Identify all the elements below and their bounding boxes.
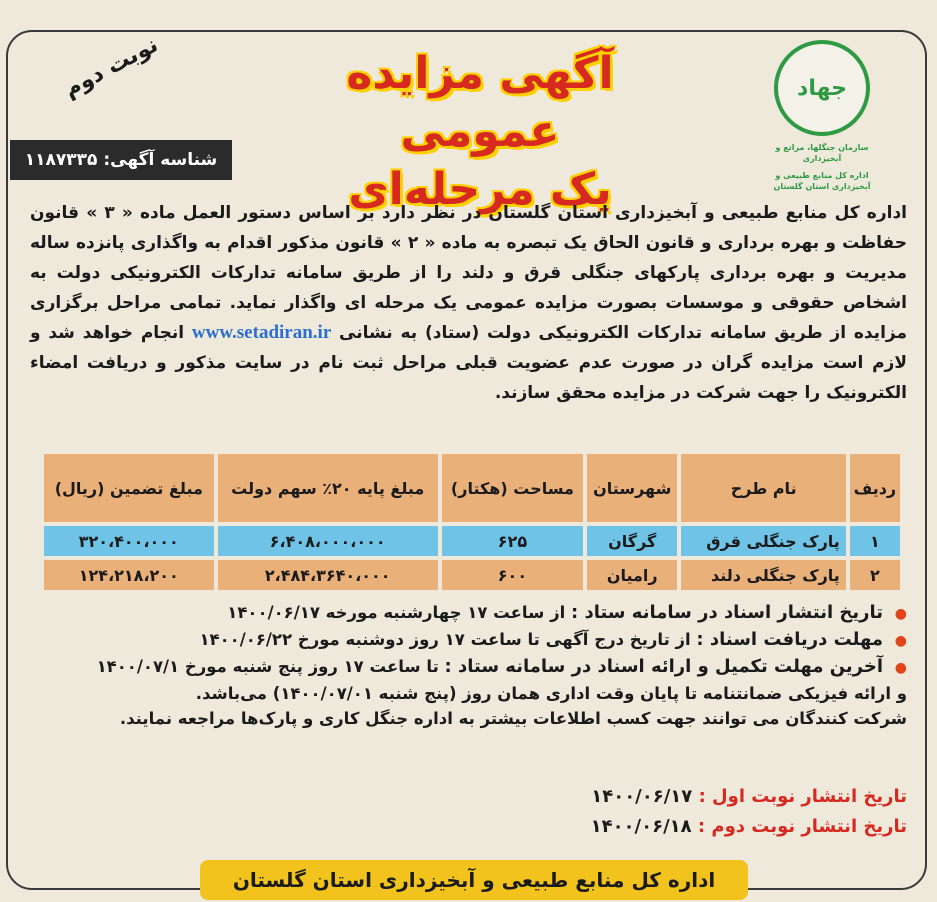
table-header-row — [44, 454, 900, 522]
auction-table — [40, 450, 904, 594]
publish-date-value: ۱۴۰۰/۰۶/۱۷ — [591, 786, 693, 807]
col-header-area: مساحت (هکتار) — [442, 454, 583, 522]
logo-caption-1: سازمان جنگلها، مراتع و آبخیزداری — [775, 143, 869, 163]
schedule-item — [30, 627, 907, 654]
schedule-item — [30, 600, 907, 627]
schedule-text: از تاریخ درج آگهی تا ساعت ۱۷ روز دوشنبه مورخ ۱۴۰۰/۰۶/۲۲ — [199, 630, 691, 649]
cell-area: ۶۰۰ — [442, 560, 583, 590]
col-header-project: نام طرح — [681, 454, 845, 522]
ad-id-label: شناسه آگهی: — [103, 150, 218, 170]
cell-guarantee: ۱۲۴،۲۱۸،۲۰۰ — [44, 560, 214, 590]
bullet-icon: ● — [894, 660, 907, 676]
cell-base-price: ۶،۴۰۸،۰۰۰،۰۰۰ — [218, 526, 438, 556]
cell-base-price: ۲،۴۸۴،۳۶۴۰،۰۰۰ — [218, 560, 438, 590]
col-header-guarantee: مبلغ تضمین (ریال) — [44, 454, 214, 522]
round-label: نوبت دوم — [60, 32, 163, 103]
publish-date-value: ۱۴۰۰/۰۶/۱۸ — [590, 816, 692, 837]
publish-dates — [591, 782, 907, 842]
logo-emblem: جهاد — [774, 40, 870, 136]
title-line-2: یک مرحله‌ای — [348, 164, 612, 215]
intro-part-1: اداره کل منابع طبیعی و آبخیزداری استان گلستان در نظر دارد بر اساس دستور العمل ماده « ۳ » قانون حفاظت و بهره برداری و قانون الحاق یک تبصره به ماده « ۲ » قانون مذکور اقدام به واگذاری پانزده ساله مدیریت و بهره برداری پارکهای جنگلی قرق و دلند را از طریق سامانه تدارکات الکترونیکی دولت به اشخاص حقوقی و موسسات بصورت مزایده عمومی یک مرحله ای واگذار نماید. تمامی مراحل برگزاری مزایده از طریق سامانه تدارکات الکترونیکی دولت (ستاد) به نشانی — [30, 203, 908, 343]
ad-id-value: ۱۱۸۷۳۳۵ — [24, 150, 98, 170]
schedule-list — [30, 600, 907, 731]
cell-city: گرگان — [587, 526, 678, 556]
schedule-label: تاریخ انتشار اسناد در سامانه ستاد : — [571, 602, 884, 623]
ad-title — [260, 45, 700, 219]
intro-part-2: انجام خواهد شد و لازم است مزایده گران در صورت عدم عضویت قبلی مراحل ثبت نام در سایت مذکور و دریافت امضاء الکترونیک را جهت شرکت در مزایده محقق سازند. — [30, 323, 907, 403]
col-header-city: شهرستان — [587, 454, 678, 522]
col-header-base-price: مبلغ پایه ۲۰٪ سهم دولت — [218, 454, 438, 522]
schedule-text: تا ساعت ۱۷ روز پنج شنبه مورخ ۱۴۰۰/۰۷/۱ — [96, 657, 439, 676]
schedule-item — [30, 654, 907, 681]
cell-area: ۶۲۵ — [442, 526, 583, 556]
table-row — [44, 560, 900, 590]
cell-row-no: ۱ — [850, 526, 900, 556]
ad-id-box — [10, 140, 232, 180]
bullet-icon: ● — [894, 606, 907, 622]
cell-project: پارک جنگلی دلند — [681, 560, 845, 590]
schedule-text: از ساعت ۱۷ چهارشنبه مورخه ۱۴۰۰/۰۶/۱۷ — [227, 603, 566, 622]
setad-url-link[interactable]: www.setadiran.ir — [191, 322, 332, 343]
publish-date-label: تاریخ انتشار نوبت اول : — [698, 786, 907, 807]
publish-date-second — [591, 812, 907, 842]
table-row — [44, 526, 900, 556]
logo-caption-2: اداره کل منابع طبیعی و آبخیزداری استان گلستان — [773, 171, 871, 191]
title-line-1: آگهی مزایده عمومی — [346, 48, 614, 157]
cell-project: پارک جنگلی قرق — [681, 526, 845, 556]
publish-date-label: تاریخ انتشار نوبت دوم : — [697, 816, 907, 837]
cell-row-no: ۲ — [850, 560, 900, 590]
contact-note: شرکت کنندگان می توانند جهت کسب اطلاعات بیشتر به اداره جنگل کاری و پارک‌ها مراجعه نمایند. — [119, 709, 907, 728]
footer-banner: اداره کل منابع طبیعی و آبخیزداری استان گلستان — [200, 860, 748, 900]
cell-city: رامیان — [587, 560, 678, 590]
guarantee-note: و ارائه فیزیکی ضمانتنامه تا پایان وقت اداری همان روز (پنج شنبه ۱۴۰۰/۰۷/۰۱) می‌باشد. — [195, 684, 907, 703]
cell-guarantee: ۳۲۰،۴۰۰،۰۰۰ — [44, 526, 214, 556]
col-header-row-no: ردیف — [850, 454, 900, 522]
intro-paragraph — [30, 198, 907, 408]
schedule-label: مهلت دریافت اسناد : — [696, 629, 884, 650]
schedule-label: آخرین مهلت تکمیل و ارائه اسناد در سامانه ستاد : — [444, 656, 884, 677]
bullet-icon: ● — [894, 633, 907, 649]
logo — [762, 40, 882, 191]
publish-date-first — [591, 782, 907, 812]
